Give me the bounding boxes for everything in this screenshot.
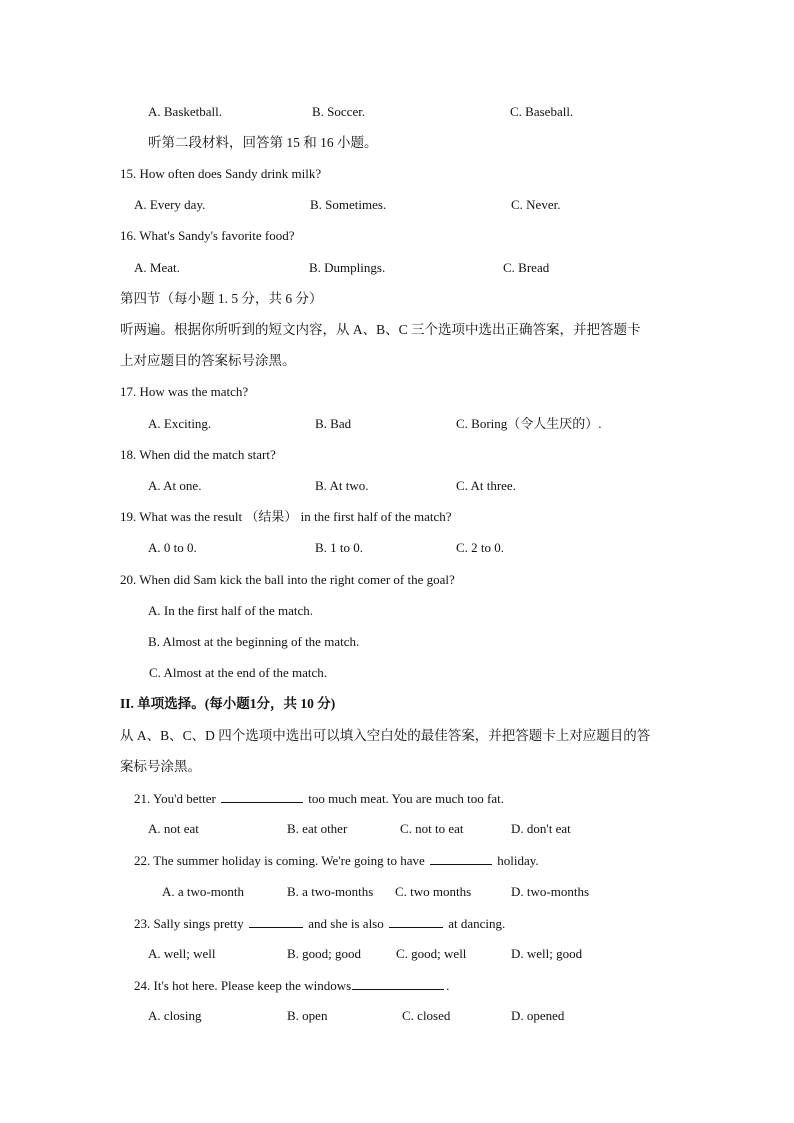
q20-question: 20. When did Sam kick the ball into the right comer of the goal? bbox=[120, 572, 455, 587]
q21-answer-blank bbox=[221, 790, 303, 803]
q18-option-b: B. At two. bbox=[315, 478, 369, 493]
q21-option-a: A. not eat bbox=[148, 821, 199, 836]
q23-answer-blank-1 bbox=[249, 915, 303, 928]
section4-title: 第四节（每小题 1. 5 分，共 6 分） bbox=[120, 291, 323, 306]
q19-question: 19. What was the result （结果） in the first half of the match? bbox=[120, 509, 452, 524]
q14-option-b: B. Soccer. bbox=[312, 104, 366, 119]
q17-option-a: A. Exciting. bbox=[148, 416, 212, 431]
q18-option-c: C. At three. bbox=[456, 478, 516, 493]
q17-question: 17. How was the match? bbox=[120, 384, 249, 399]
q24-option-d: D. opened bbox=[511, 1008, 565, 1023]
q19-option-a: A. 0 to 0. bbox=[148, 540, 197, 555]
q23-option-c: C. good; well bbox=[396, 946, 467, 961]
q22-option-c: C. two months bbox=[395, 884, 472, 899]
q18-option-a: A. At one. bbox=[148, 478, 202, 493]
q23-option-a: A. well; well bbox=[148, 946, 216, 961]
q24-question-end: . bbox=[446, 978, 450, 993]
q14-option-a: A. Basketball. bbox=[148, 104, 223, 119]
q17-option-c: C. Boring（令人生厌的）. bbox=[456, 416, 602, 431]
q15-option-a: A. Every day. bbox=[134, 197, 206, 212]
q18-question: 18. When did the match start? bbox=[120, 447, 276, 462]
q24-question bbox=[134, 977, 449, 994]
q21-question bbox=[134, 790, 504, 807]
q16-question: 16. What's Sandy's favorite food? bbox=[120, 228, 295, 243]
q16-option-c: C. Bread bbox=[503, 260, 550, 275]
q23-option-b: B. good; good bbox=[287, 946, 362, 961]
q15-option-b: B. Sometimes. bbox=[310, 197, 387, 212]
q15-option-c: C. Never. bbox=[511, 197, 561, 212]
part-ii-title: II. 单项选择。(每小题1分，共 10 分) bbox=[120, 696, 336, 711]
q23-answer-blank-2 bbox=[389, 915, 443, 928]
q22-option-b: B. a two-months bbox=[287, 884, 374, 899]
q21-question-start: 21. You'd better bbox=[134, 791, 216, 806]
q21-question-end: too much meat. You are much too fat. bbox=[308, 791, 504, 806]
q23-question-start: 23. Sally sings pretty bbox=[134, 916, 244, 931]
section4-instruction-line1: 听两遍。根据你所听到的短文内容，从 A、B、C 三个选项中选出正确答案，并把答题卡 bbox=[120, 322, 641, 337]
q22-question-start: 22. The summer holiday is coming. We're going to have bbox=[134, 853, 425, 868]
q22-option-a: A. a two-month bbox=[162, 884, 244, 899]
q14-option-c: C. Baseball. bbox=[510, 104, 574, 119]
q20-option-b: B. Almost at the beginning of the match. bbox=[148, 634, 360, 649]
q24-question-start: 24. It's hot here. Please keep the windows bbox=[134, 978, 352, 993]
q24-answer-blank bbox=[352, 977, 444, 990]
q24-option-b: B. open bbox=[287, 1008, 328, 1023]
q24-option-c: C. closed bbox=[402, 1008, 451, 1023]
q23-option-d: D. well; good bbox=[511, 946, 583, 961]
q19-option-c: C. 2 to 0. bbox=[456, 540, 505, 555]
q21-option-b: B. eat other bbox=[287, 821, 348, 836]
q23-question-end: at dancing. bbox=[448, 916, 506, 931]
q16-option-a: A. Meat. bbox=[134, 260, 180, 275]
section4-instruction-line2: 上对应题目的答案标号涂黑。 bbox=[120, 353, 296, 368]
q20-option-c: C. Almost at the end of the match. bbox=[149, 665, 327, 680]
q19-option-b: B. 1 to 0. bbox=[315, 540, 364, 555]
q15-question: 15. How often does Sandy drink milk? bbox=[120, 166, 322, 181]
q22-answer-blank bbox=[430, 852, 492, 865]
q22-option-d: D. two-months bbox=[511, 884, 589, 899]
part2-intro: 听第二段材料，回答第 15 和 16 小题。 bbox=[148, 135, 378, 150]
q22-question-end: holiday. bbox=[497, 853, 539, 868]
q21-option-c: C. not to eat bbox=[400, 821, 464, 836]
q23-question bbox=[134, 915, 505, 932]
q22-question bbox=[134, 852, 539, 869]
part-ii-instruction-line2: 案标号涂黑。 bbox=[120, 759, 201, 774]
part-ii-instruction-line1: 从 A、B、C、D 四个选项中选出可以填入空白处的最佳答案，并把答题卡上对应题目的答 bbox=[120, 728, 651, 743]
q17-option-b: B. Bad bbox=[315, 416, 352, 431]
q21-option-d: D. don't eat bbox=[511, 821, 571, 836]
q23-question-middle: and she is also bbox=[308, 916, 384, 931]
q20-option-a: A. In the first half of the match. bbox=[148, 603, 313, 618]
q16-option-b: B. Dumplings. bbox=[309, 260, 386, 275]
q24-option-a: A. closing bbox=[148, 1008, 202, 1023]
